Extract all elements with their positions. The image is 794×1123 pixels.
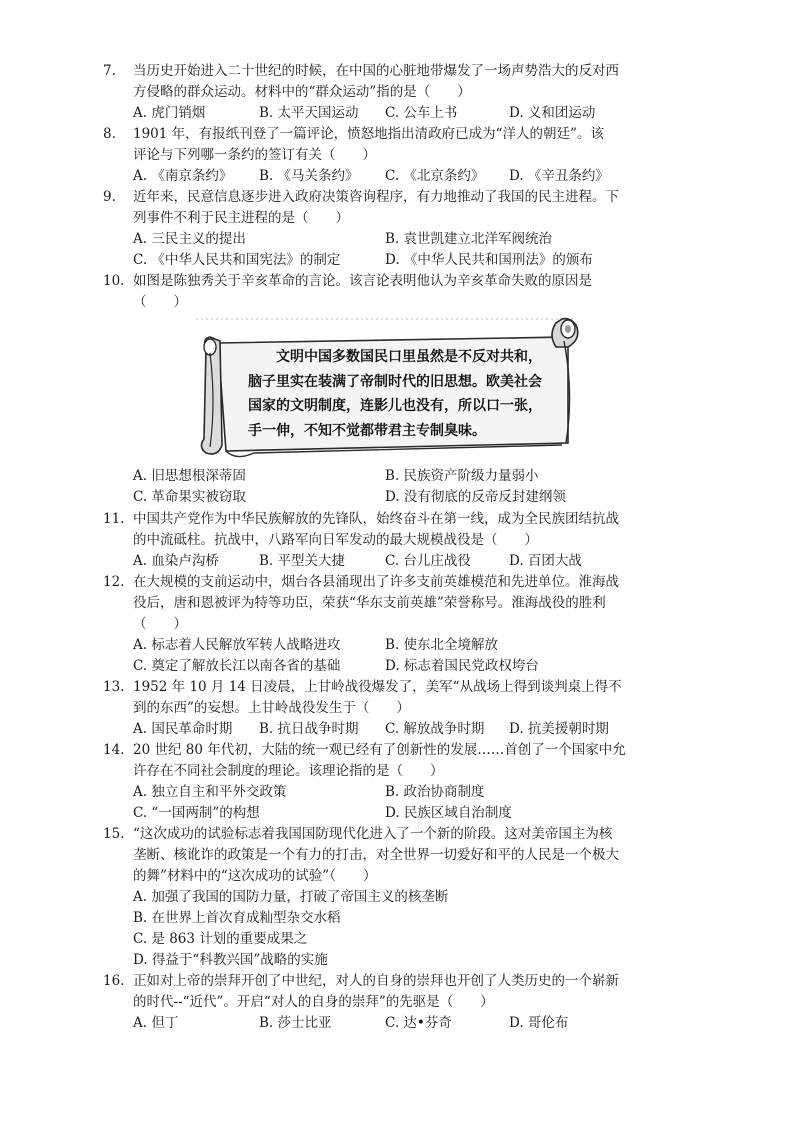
option-c[interactable]: C. “一国两制”的构想 (133, 805, 260, 821)
question-stem-line: （ ） (133, 616, 187, 632)
question-number: 16. (103, 973, 125, 989)
question-8 (103, 124, 673, 187)
option-d[interactable]: D. 《中华人民共和国刑法》的颁布 (385, 252, 593, 268)
quote-line: 脑子里实在装满了帝制时代的旧思想。欧美社会 (248, 373, 542, 390)
question-number: 13. (103, 679, 125, 695)
question-stem-line: 许存在不同社会制度的理论。该理论指的是（ ） (133, 763, 444, 779)
question-stem-line: 役后，唐和恩被评为特等功臣，荣获“华东支前英雄”荣誉称号。淮海战役的胜利 (133, 595, 606, 611)
option-d[interactable]: D. 标志着国民党政权垮台 (385, 658, 539, 674)
quote-line: 手一伸，不知不觉都带君主专制臭味。 (248, 422, 486, 439)
option-c[interactable]: C. 达•芬奇 (385, 1015, 452, 1031)
option-d[interactable]: D. 义和团运动 (509, 105, 596, 121)
option-c[interactable]: C. 公车上书 (385, 105, 458, 121)
option-a[interactable]: A. 三民主义的提出 (133, 231, 246, 247)
option-c[interactable]: C. 革命果实被窃取 (133, 489, 246, 505)
option-d[interactable]: D. 抗美援朝时期 (509, 721, 609, 737)
quote-line: 国家的文明制度，连影儿也没有，所以口一张， (248, 398, 542, 414)
option-a[interactable]: A. 标志着人民解放军转人战略进攻 (133, 637, 341, 653)
option-d[interactable]: D. 百团大战 (509, 553, 582, 569)
question-12 (103, 572, 673, 677)
question-number: 15. (103, 826, 125, 842)
question-stem-line: 列事件不利于民主进程的是（ ） (133, 210, 349, 226)
answer-options (133, 782, 673, 824)
option-d[interactable]: D. 民族区域自治制度 (385, 805, 512, 821)
option-c[interactable]: C. 解放战争时期 (385, 721, 485, 737)
question-stem-line: “这次成功的试验标志着我国国防现代化进入了一个新的阶段。这对美帝国主为核 (133, 826, 613, 842)
option-d[interactable]: D. 哥伦布 (509, 1015, 569, 1031)
option-d[interactable]: D. 《辛丑条约》 (509, 168, 609, 184)
question-16 (103, 971, 673, 1034)
question-stem-line: 近年来，民意信息逐步进入政府决策咨询程序，有力地推动了我国的民主进程。下 (133, 189, 619, 205)
question-stem-line: 20 世纪 80 年代初，大陆的统一观已经有了创新性的发展……首创了一个国家中允 (133, 742, 626, 758)
option-d[interactable]: D. 得益于“科教兴国”战略的实施 (133, 952, 328, 968)
question-stem-line: 方侵略的群众运动。材料中的“群众运动”指的是（ ） (133, 84, 471, 100)
question-number: 9. (103, 189, 116, 205)
quote-line: 文明中国多数国民口里虽然是不反对共和， (248, 349, 542, 365)
option-a[interactable]: A. 但丁 (133, 1015, 179, 1031)
option-b[interactable]: B. 使东北全境解放 (385, 637, 499, 653)
answer-options (133, 466, 673, 508)
question-stem-line: （ ） (133, 294, 187, 310)
question-stem-line: 的舞”材料中的“这次成功的试验”（ ） (133, 868, 377, 884)
question-10 (103, 271, 673, 313)
question-15 (103, 824, 673, 971)
option-c[interactable]: C. 是 863 计划的重要成果之 (133, 931, 308, 947)
question-stem-line: 1952 年 10 月 14 日凌晨，上甘岭战役爆发了，美军“从战场上得到谈判桌上得不 (133, 679, 622, 695)
question-stem-line: 在大规模的支前运动中，烟台各县涌现出了许多支前英雄模范和先进单位。淮海战 (133, 574, 619, 590)
option-c[interactable]: C. 台儿庄战役 (385, 553, 471, 569)
question-11 (103, 509, 673, 572)
answer-options (133, 719, 673, 740)
answer-options (133, 229, 673, 271)
option-a[interactable]: A. 《南京条约》 (133, 168, 233, 184)
question-stem-line: 到的东西”的妄想。上甘岭战役发生于（ ） (133, 700, 410, 716)
answer-options (133, 635, 673, 677)
question-7 (103, 61, 673, 124)
answer-options (133, 551, 673, 572)
answer-options (133, 1013, 673, 1034)
question-stem-line: 当历史开始进入二十世纪的时候，在中国的心脏地带爆发了一场声势浩大的反对西 (133, 63, 619, 79)
question-stem-line: 的中流砥柱。抗战中，八路军向日军发动的最大规模战役是（ ） (133, 532, 538, 548)
option-c[interactable]: C. 《中华人民共和国宪法》的制定 (133, 252, 341, 268)
question-9 (103, 187, 673, 271)
option-d[interactable]: D. 没有彻底的反帝反封建纲领 (385, 489, 566, 505)
option-a[interactable]: A. 血染卢沟桥 (133, 553, 219, 569)
question-stem-line: 1901 年，有报纸刊登了一篇评论，愤怒地指出清政府已成为“洋人的朝廷”。该 (133, 126, 604, 142)
question-stem-line: 垄断、核讹诈的政策是一个有力的打击，对全世界一切爱好和平的人民是一个极大 (133, 847, 619, 863)
option-a[interactable]: A. 加强了我国的国防力量，打破了帝国主义的核垄断 (133, 889, 449, 905)
option-b[interactable]: B. 政治协商制度 (385, 784, 485, 800)
option-b[interactable]: B. 太平天国运动 (259, 105, 359, 121)
option-a[interactable]: A. 独立自主和平外交政策 (133, 784, 287, 800)
question-number: 12. (103, 574, 125, 590)
chen-duxiu-quote (248, 345, 548, 443)
question-14 (103, 740, 673, 824)
option-a[interactable]: A. 国民革命时期 (133, 721, 233, 737)
question-number: 11. (103, 511, 125, 527)
question-stem-line: 正如对上帝的崇拜开创了中世纪，对人的自身的崇拜也开创了人类历史的一个崭新 (133, 973, 619, 989)
question-13 (103, 677, 673, 740)
option-b[interactable]: B. 袁世凯建立北洋军阀统治 (385, 231, 553, 247)
option-c[interactable]: C. 《北京条约》 (385, 168, 485, 184)
answer-options (133, 887, 673, 971)
question-number: 7. (103, 63, 116, 79)
question-number: 10. (103, 273, 125, 289)
question-stem-line: 中国共产党作为中华民族解放的先锋队，始终奋斗在第一线，成为全民族团结抗战 (133, 511, 619, 527)
option-c[interactable]: C. 奠定了解放长江以南各省的基础 (133, 658, 341, 674)
option-b[interactable]: B. 平型关大捷 (259, 553, 346, 569)
question-number: 8. (103, 126, 116, 142)
option-b[interactable]: B. 《马关条约》 (259, 168, 359, 184)
option-b[interactable]: B. 在世界上首次育成籼型杂交水稻 (133, 910, 341, 926)
option-b[interactable]: B. 民族资产阶级力量弱小 (385, 468, 539, 484)
option-a[interactable]: A. 虎门销烟 (133, 105, 206, 121)
scroll-figure (196, 313, 596, 465)
question-10-options (133, 466, 673, 508)
option-b[interactable]: B. 抗日战争时期 (259, 721, 359, 737)
question-stem-line: 评论与下列哪一条约的签订有关（ ） (133, 147, 376, 163)
question-number: 14. (103, 742, 125, 758)
question-stem-line: 如图是陈独秀关于辛亥革命的言论。该言论表明他认为辛亥革命失败的原因是 (133, 273, 592, 289)
question-stem-line: 的时代--“近代”。开启“对人的自身的崇拜”的先驱是（ ） (133, 994, 494, 1010)
option-b[interactable]: B. 莎士比亚 (259, 1015, 332, 1031)
option-a[interactable]: A. 旧思想根深蒂固 (133, 468, 246, 484)
answer-options (133, 166, 673, 187)
answer-options (133, 103, 673, 124)
